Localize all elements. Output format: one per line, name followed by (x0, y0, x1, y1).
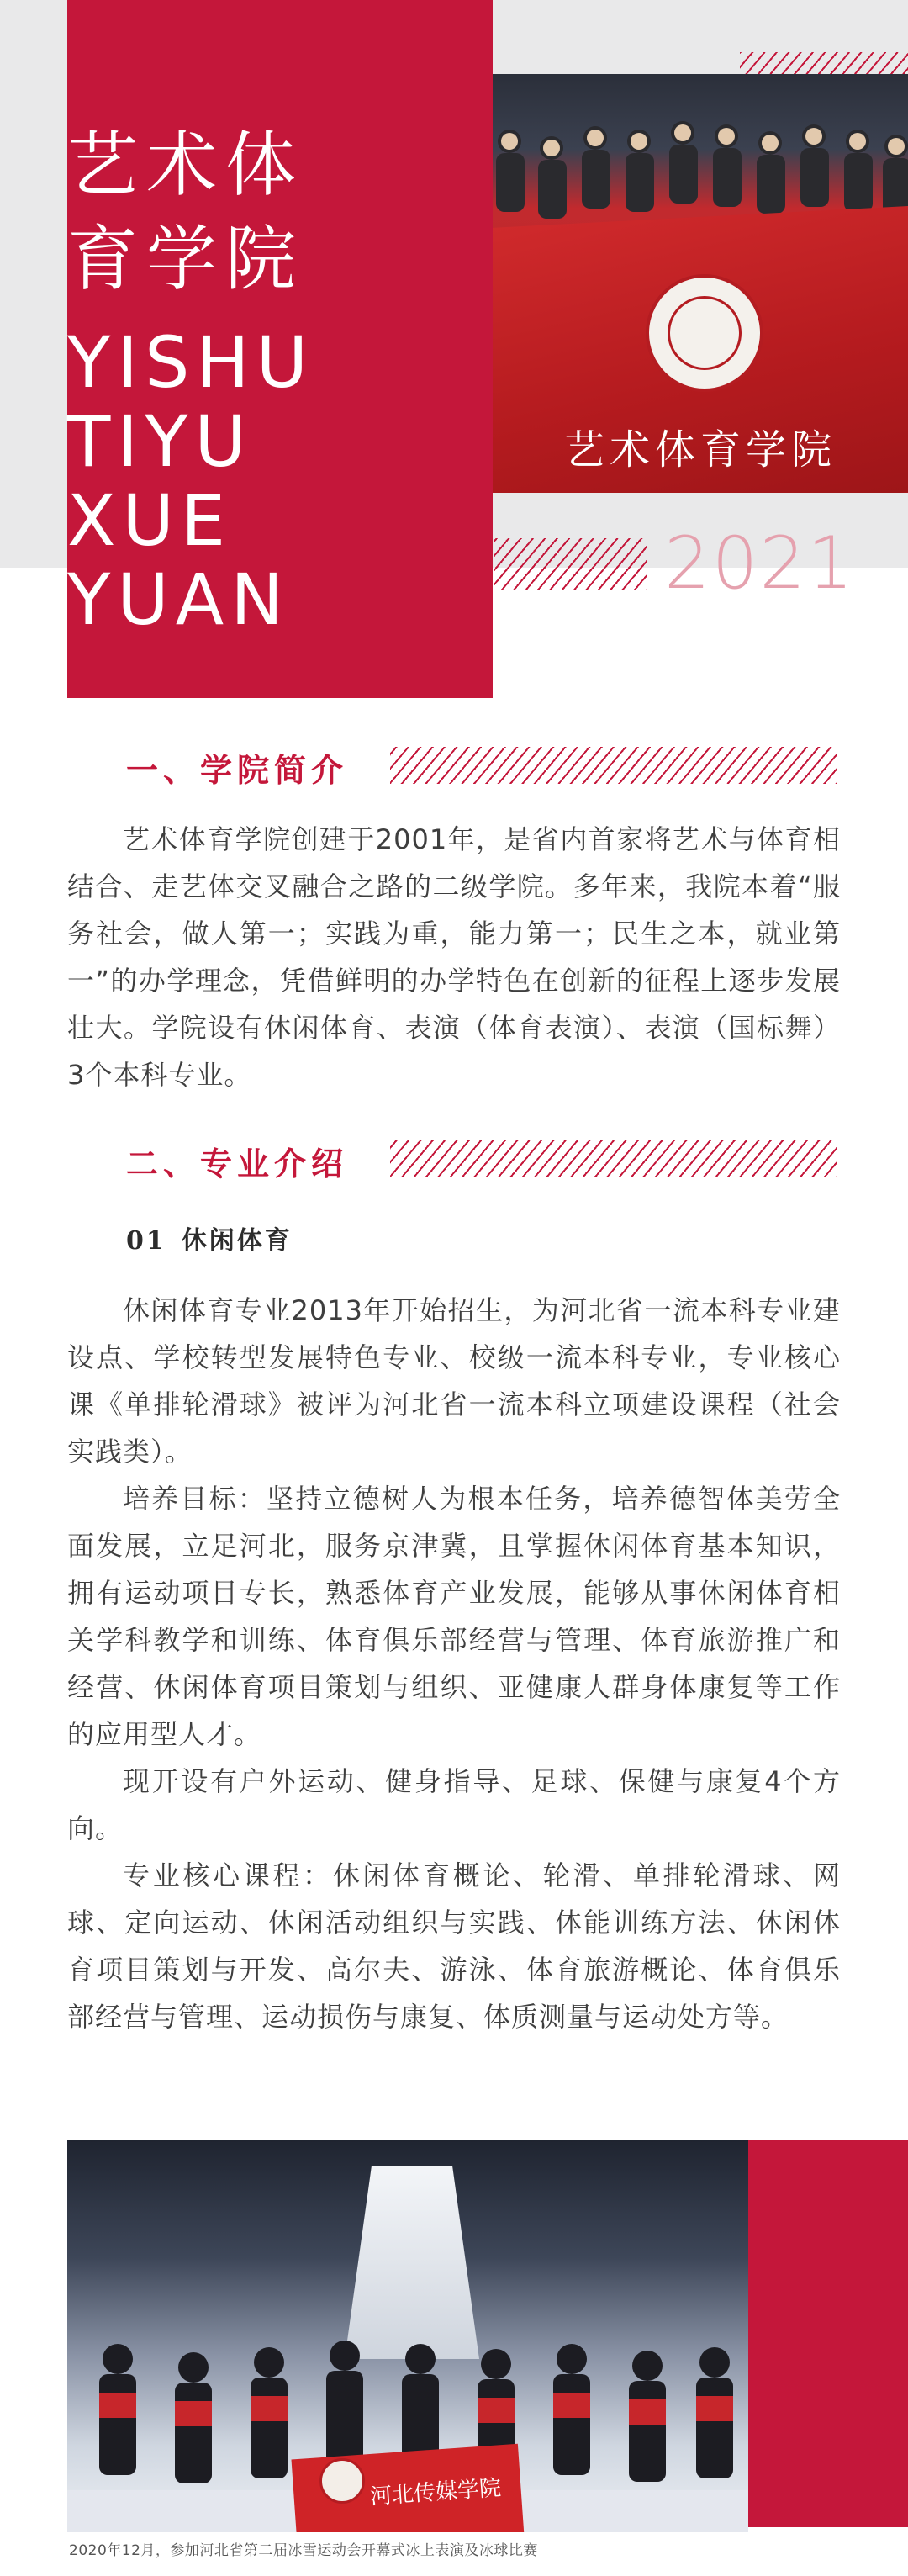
team-photo (493, 74, 908, 493)
major-subheading (126, 1219, 293, 1256)
major-paragraph: 现开设有户外运动、健身指导、足球、保健与康复4个方向。 (67, 1765, 841, 1844)
photo-accent-block (748, 2140, 908, 2527)
year-label: 2021 (664, 521, 855, 606)
decorative-hatch (494, 538, 647, 590)
college-seal-logo (646, 274, 763, 392)
section-heading-hatch (390, 1140, 837, 1177)
title-en-line: TIYU (67, 400, 253, 483)
title-en-line: YISHU (67, 321, 315, 404)
title-en-line: XUE (67, 479, 233, 562)
major-paragraph: 专业核心课程：休闲体育概论、轮滑、单排轮滑球、网球、定向运动、休闲活动组织与实践、体能训练方法、休闲体育项目策划与开发、高尔夫、游泳、体育旅游概论、体育俱乐部经营与管理、运动损伤与康复、体质测量与运动处方等。 (67, 1859, 841, 2033)
flag-text: 艺术体育学院 (563, 426, 837, 473)
photo-caption: 2020年12月，参加河北省第二届冰雪运动会开幕式冰上表演及冰球比赛 (69, 2542, 538, 2559)
banner-text: 河北传媒学院 (369, 2475, 503, 2510)
page-title-en (67, 323, 314, 639)
ice-event-photo (67, 2140, 748, 2532)
section-heading-majors: 二、专业介绍 (126, 1145, 349, 1182)
major-title: 休闲体育 (181, 1226, 293, 1256)
title-en-line: YUAN (67, 558, 291, 641)
page-title-cn (67, 118, 304, 306)
title-cn-line: 艺术体 (67, 124, 305, 206)
major-paragraph: 休闲体育专业2013年开始招生，为河北省一流本科专业建设点、学校转型发展特色专业、校级一流本科专业，专业核心课《单排轮滑球》被评为河北省一流本科立项建设课程（社会实践类）。 (67, 1294, 841, 1468)
section-heading-hatch (390, 747, 837, 784)
section-heading-intro: 一、学院简介 (126, 751, 349, 789)
banner-seal-logo (319, 2458, 365, 2504)
title-cn-line: 育学院 (67, 218, 305, 300)
major-paragraph: 培养目标：坚持立德树人为根本任务，培养德智体美劳全面发展，立足河北，服务京津冀，且掌握休闲体育基本知识，拥有运动项目专长，熟悉体育产业发展，能够从事休闲体育相关学科教学和训练、体育俱乐部经营与管理、体育旅游推广和经营、休闲体育项目策划与组织、亚健康人群身体康复等工作的应用型人才。 (67, 1483, 841, 1750)
major-description (67, 1287, 841, 2040)
major-number: 01 (126, 1226, 166, 1256)
intro-paragraph: 艺术体育学院创建于2001年，是省内首家将艺术与体育相结合、走艺体交叉融合之路的二级学院。多年来，我院本着“服务社会，做人第一；实践为重，能力第一；民生之本，就业第一”的办学理念，凭借鲜明的办学特色在创新的征程上逐步发展壮大。学院设有休闲体育、表演（体育表演）、表演（国标舞）3个本科专业。 (67, 823, 841, 1091)
